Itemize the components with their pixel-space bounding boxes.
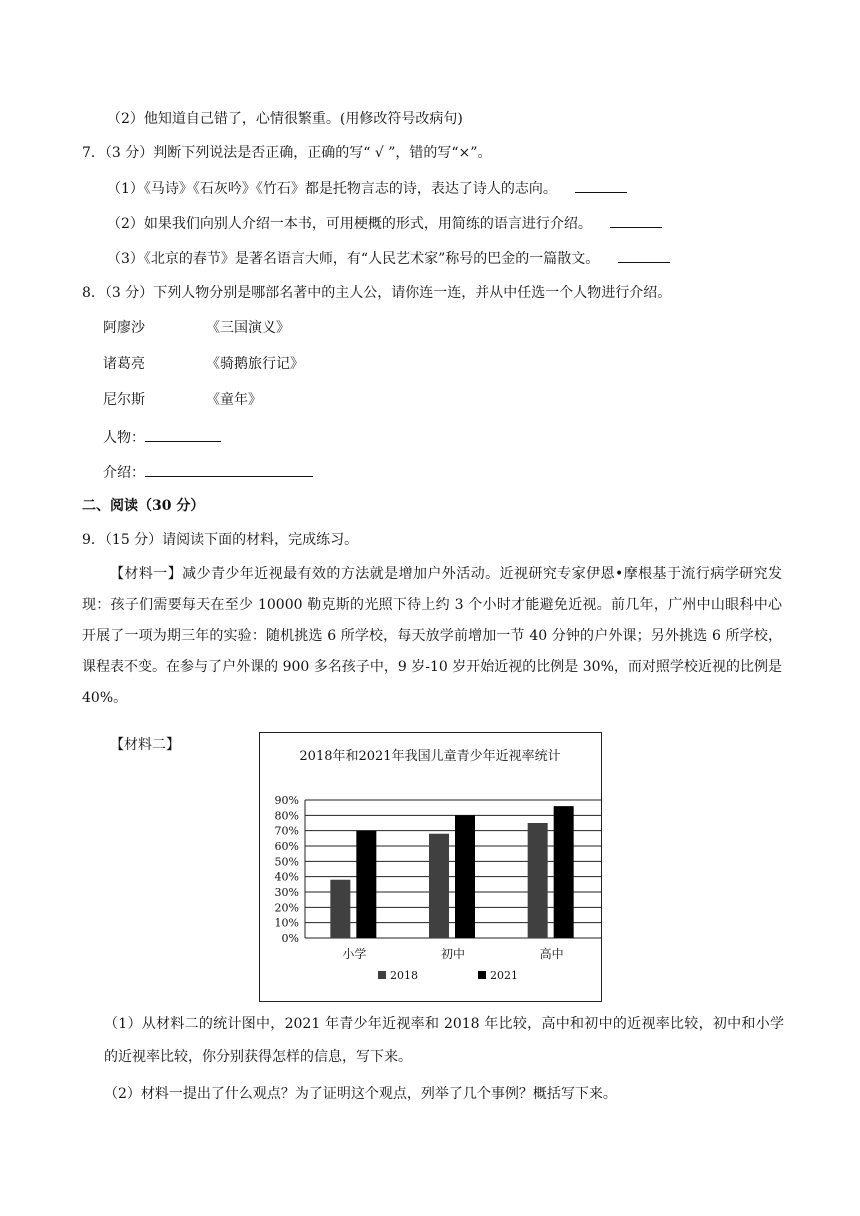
q7-answer-blank-2[interactable]	[610, 213, 662, 228]
q8-book-3: 《童年》	[206, 392, 262, 408]
chart-bar-2021	[455, 815, 475, 938]
q7-item-3-text: （3）《北京的春节》是著名语言大师，有“人民艺术家”称号的巴金的一篇散文。	[107, 251, 600, 267]
chart-bar-2018	[429, 834, 449, 938]
q7-item-2	[107, 213, 662, 234]
chart-y-tick-label: 50%	[274, 855, 299, 869]
q8-person-3: 尼尔斯	[103, 392, 145, 408]
q8-intro-blank[interactable]	[145, 462, 313, 477]
chart-y-tick-label: 40%	[274, 870, 299, 884]
q7-item-1-text: （1）《马诗》《石灰吟》《竹石》都是托物言志的诗，表达了诗人的志向。	[107, 181, 557, 197]
q7-stem: 7．（3 分）判断下列说法是否正确，正确的写“ √ ”，错的写“×”。	[82, 145, 492, 161]
chart-legend-swatch-2021	[478, 971, 486, 979]
q7-item-1	[107, 178, 627, 199]
chart-bar-2018	[528, 823, 548, 938]
chart-x-category-label: 初中	[440, 947, 466, 961]
q9-material-2-label: 【材料二】	[110, 737, 180, 753]
chart-y-tick-label: 20%	[274, 901, 299, 915]
q6-sub2: （2）他知道自己错了，心情很繁重。(用修改符号改病句)	[107, 111, 463, 127]
q8-person-blank[interactable]	[145, 427, 221, 442]
q7-answer-blank-1[interactable]	[575, 178, 627, 193]
q8-person-2: 诸葛亮	[103, 356, 145, 372]
chart-x-category-label: 小学	[342, 947, 367, 961]
chart-y-tick-label: 70%	[274, 824, 299, 838]
chart-bar-2021	[554, 806, 574, 938]
q9-sub1: （1）从材料二的统计图中，2021 年青少年近视率和 2018 年比较，高中和初中的近视率比较，初中和小学的近视率比较，你分别获得怎样的信息，写下来。	[104, 1016, 784, 1065]
q9-sub2: （2）材料一提出了什么观点？为了证明这个观点，列举了几个事例？概括写下来。	[104, 1086, 617, 1102]
chart-legend-swatch-2018	[378, 971, 386, 979]
q8-stem: 8．（3 分）下列人物分别是哪部名著中的主人公，请你连一连，并从中任选一个人物进行介绍。	[82, 285, 672, 301]
section-2-title: 二、阅读（30 分）	[82, 498, 205, 514]
chart-title: 2018年和2021年我国儿童青少年近视率统计	[299, 749, 561, 764]
q7-item-2-text: （2）如果我们向别人介绍一本书，可用梗概的形式，用简练的语言进行介绍。	[107, 216, 592, 232]
chart-bar-2018	[330, 880, 350, 938]
chart-y-tick-label: 80%	[274, 809, 299, 823]
chart-y-tick-label: 0%	[281, 932, 299, 945]
chart-canvas	[260, 733, 601, 1001]
vision-rate-chart	[259, 732, 602, 1002]
chart-legend-label-2018: 2018	[390, 969, 418, 982]
q8-book-2: 《骑鹅旅行记》	[206, 356, 304, 372]
q8-intro-label: 介绍：	[103, 465, 145, 481]
chart-x-category-label: 高中	[539, 947, 564, 961]
q7-item-3	[107, 248, 670, 269]
q7-answer-blank-3[interactable]	[618, 248, 670, 263]
q8-intro-line	[103, 462, 313, 483]
q8-book-1: 《三国演义》	[206, 320, 290, 336]
chart-y-tick-label: 10%	[274, 916, 299, 930]
chart-y-tick-label: 60%	[274, 840, 299, 853]
chart-bar-2021	[356, 831, 376, 938]
q8-person-label: 人物：	[103, 430, 145, 446]
chart-y-tick-label: 90%	[274, 794, 299, 807]
q9-material-1: 【材料一】减少青少年近视最有效的方法就是增加户外活动。近视研究专家伊恩•摩根基于流行病学研究发现：孩子们需要每天在至少 10000 勒克斯的光照下待上约 3 个小时才能避免近视。前几年，广州中山眼科中心开展了一项为期三年的实验：随机挑选 6 所学校，每天放学前增加一节 40 分钟的户外课；另外挑选 6 所学校，课程表不变。在参与了户外课的 900 多名孩子中，9 岁-10 岁开始近视的比例是 30%，而对照学校近视的比例是 40%。	[82, 566, 782, 706]
q8-person-1: 阿廖沙	[103, 320, 145, 336]
q8-person-line	[103, 427, 221, 448]
chart-legend-label-2021: 2021	[490, 969, 518, 982]
q9-stem: 9．（15 分）请阅读下面的材料，完成练习。	[82, 532, 359, 548]
chart-y-tick-label: 30%	[274, 886, 299, 899]
